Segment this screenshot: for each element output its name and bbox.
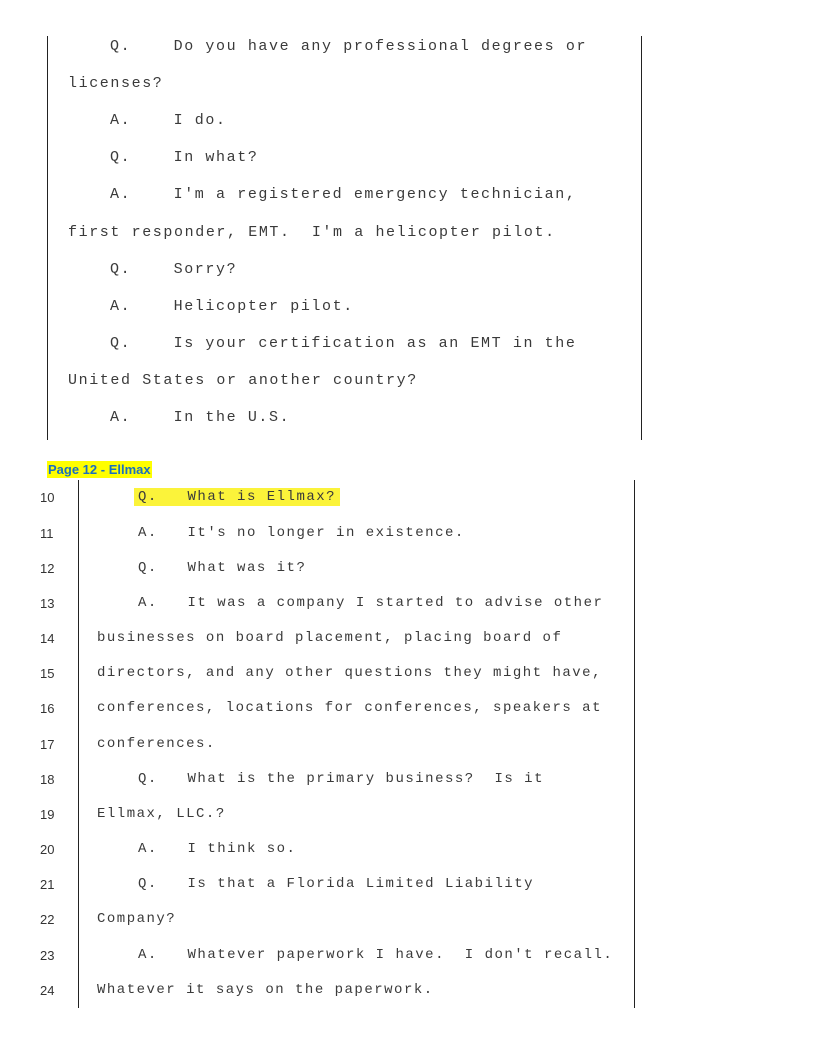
transcript-line: Q. What was it? <box>138 560 307 576</box>
transcript-line: Q. Do you have any professional degrees or <box>110 38 588 55</box>
line-number: 23 <box>40 948 55 963</box>
transcript-line: first responder, EMT. I'm a helicopter pilot. <box>68 224 556 241</box>
transcript-line: conferences. <box>97 736 216 752</box>
line-number: 11 <box>40 526 54 541</box>
line-number: 21 <box>40 877 55 892</box>
transcript-line: licenses? <box>68 75 164 92</box>
line-number: 14 <box>40 631 55 646</box>
line-number: 22 <box>40 912 55 927</box>
transcript-line: A. Whatever paperwork I have. I don't recall. <box>138 947 614 963</box>
line-number: 18 <box>40 772 55 787</box>
transcript-line: Company? <box>97 911 177 927</box>
transcript-line: Q. Sorry? <box>110 261 238 278</box>
transcript-line: United States or another country? <box>68 372 418 389</box>
transcript-line: Q. In what? <box>110 149 259 166</box>
transcript-line: Ellmax, LLC.? <box>97 806 226 822</box>
page-label: Page 12 - Ellmax <box>48 462 151 477</box>
line-number: 19 <box>40 807 55 822</box>
line-number: 15 <box>40 666 55 681</box>
transcript-line: A. In the U.S. <box>110 409 291 426</box>
line-number-rule <box>78 480 79 1008</box>
line-number: 12 <box>40 561 55 576</box>
transcript-excerpt-bottom <box>0 480 816 1010</box>
line-number: 13 <box>40 596 55 611</box>
transcript-line: A. Helicopter pilot. <box>110 298 354 315</box>
transcript-line: businesses on board placement, placing board of <box>97 630 563 646</box>
transcript-line: Q. Is your certification as an EMT in the <box>110 335 577 352</box>
line-number: 10 <box>40 490 55 505</box>
transcript-line: conferences, locations for conferences, speakers at <box>97 700 602 716</box>
transcript-line-highlighted <box>138 489 340 511</box>
line-number: 17 <box>40 737 55 752</box>
transcript-line: A. I think so. <box>138 841 297 857</box>
line-number: 20 <box>40 842 55 857</box>
transcript-line: A. It was a company I started to advise other <box>138 595 604 611</box>
transcript-excerpt-top <box>47 36 642 440</box>
transcript-line: A. It's no longer in existence. <box>138 525 465 541</box>
line-number: 16 <box>40 701 55 716</box>
transcript-line: A. I do. <box>110 112 227 129</box>
transcript-line: A. I'm a registered emergency technician, <box>110 186 577 203</box>
transcript-line: Whatever it says on the paperwork. <box>97 982 434 998</box>
highlight: Q. What is Ellmax? <box>134 488 340 506</box>
transcript-line: Q. What is the primary business? Is it <box>138 771 544 787</box>
line-number: 24 <box>40 983 55 998</box>
transcript-line: Q. Is that a Florida Limited Liability <box>138 876 535 892</box>
transcript-line: directors, and any other questions they might have, <box>97 665 602 681</box>
right-margin-rule <box>634 480 635 1008</box>
